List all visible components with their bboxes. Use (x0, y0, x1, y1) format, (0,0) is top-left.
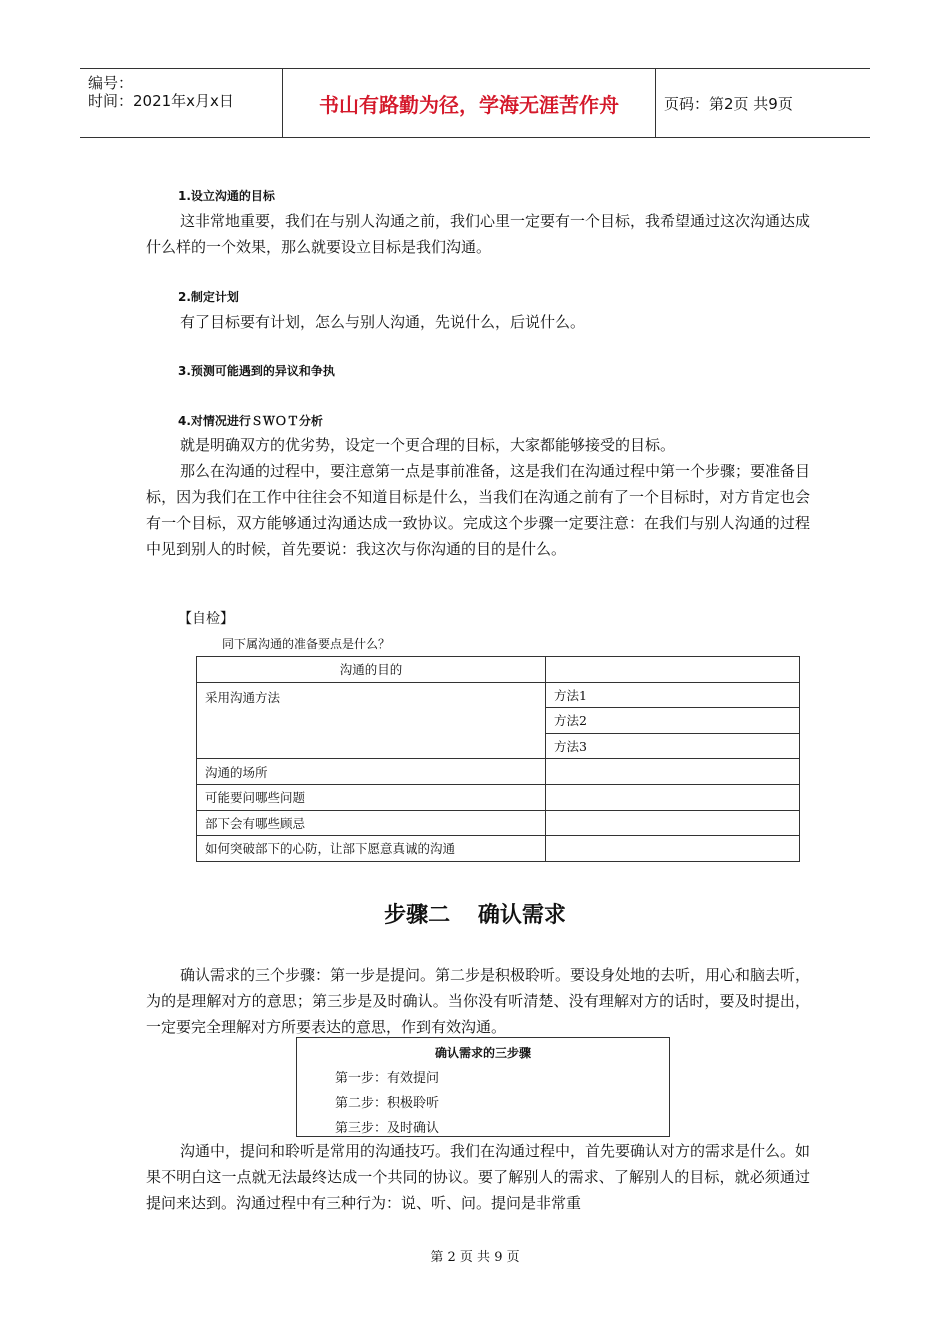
table-cell-blank (546, 836, 800, 862)
heading-make-plan: 2.制定计划 (178, 290, 239, 304)
section-title-step-two: 步骤二 确认需求 (384, 903, 566, 928)
table-row (197, 682, 800, 708)
table-cell: 方法2 (546, 708, 800, 734)
time-label: 时间：2021年x月x日 (88, 92, 234, 110)
page-footer: 第 2 页 共 9 页 (430, 1250, 520, 1265)
document-header (80, 68, 870, 138)
step-item: 第一步：有效提问 (335, 1071, 440, 1086)
steps-box (296, 1037, 670, 1137)
heading-swot: 4.对情况进行ＳＷＯＴ分析 (178, 414, 323, 428)
step-item: 第三步：及时确认 (335, 1121, 440, 1136)
number-label: 编号： (88, 74, 134, 92)
step-item: 第二步：积极聆听 (335, 1096, 440, 1111)
heading-set-goal: 1.设立沟通的目标 (178, 189, 275, 203)
table-cell: 方法1 (546, 682, 800, 708)
table-cell-blank (546, 784, 800, 810)
table-cell: 部下会有哪些顾忌 (197, 810, 546, 836)
paragraph-confirm-needs: 确认需求的三个步骤：第一步是提问。第二步是积极聆听。要设身处地的去听，用心和脑去听，为的是理解对方的意思；第三步是及时确认。当你没有听清楚、没有理解对方的话时，要及时提出，一定要完全理解对方所要表达的意思，作到有效沟通。 (146, 966, 811, 1036)
paragraph-swot: 就是明确双方的优劣势，设定一个更合理的目标，大家都能够接受的目标。 (180, 436, 676, 454)
self-check-label: 【自检】 (178, 611, 234, 627)
table-row (197, 836, 800, 862)
paragraph-questioning: 沟通中，提问和聆听是常用的沟通技巧。我们在沟通过程中，首先要确认对方的需求是什么。如果不明白这一点就无法最终达成一个共同的协议。要了解别人的需求、了解别人的目标，就必须通过提问来达到。沟通过程中有三种行为：说、听、问。提问是非常重 (146, 1142, 811, 1212)
table-cell-blank (546, 657, 800, 683)
steps-box-title: 确认需求的三步骤 (434, 1046, 531, 1060)
table-cell: 采用沟通方法 (197, 682, 546, 759)
motto: 书山有路勤为径，学海无涯苦作舟 (282, 69, 656, 137)
paragraph-preparation: 那么在沟通的过程中，要注意第一点是事前准备，这是我们在沟通过程中第一个步骤；要准备目标，因为我们在工作中往往会不知道目标是什么，当我们在沟通之前有了一个目标时，对方肯定也会有一个目标，双方能够通过沟通达成一致协议。完成这个步骤一定要注意：在我们与别人沟通的过程中见到别人的时候，首先要说：我这次与你沟通的目的是什么。 (146, 462, 811, 558)
paragraph-set-goal: 这非常地重要，我们在与别人沟通之前，我们心里一定要有一个目标，我希望通过这次沟通达成什么样的一个效果，那么就要设立目标是我们沟通。 (146, 212, 811, 256)
self-check-question: 同下属沟通的准备要点是什么？ (222, 637, 391, 651)
table-row (197, 759, 800, 785)
paragraph-make-plan: 有了目标要有计划，怎么与别人沟通，先说什么，后说什么。 (180, 313, 586, 331)
table-cell: 沟通的目的 (197, 657, 546, 683)
table-cell: 可能要问哪些问题 (197, 784, 546, 810)
self-check-table (196, 656, 800, 862)
table-row (197, 657, 800, 683)
table-cell: 如何突破部下的心防，让部下愿意真诚的沟通 (197, 836, 546, 862)
table-row (197, 784, 800, 810)
table-cell-blank (546, 810, 800, 836)
table-cell: 沟通的场所 (197, 759, 546, 785)
heading-predict-objections: 3.预测可能遇到的异议和争执 (178, 364, 335, 378)
header-left-cell (80, 69, 282, 137)
table-row (197, 810, 800, 836)
page-indicator: 页码：第2页 共9页 (664, 94, 793, 113)
table-cell: 方法3 (546, 733, 800, 759)
table-cell-blank (546, 759, 800, 785)
